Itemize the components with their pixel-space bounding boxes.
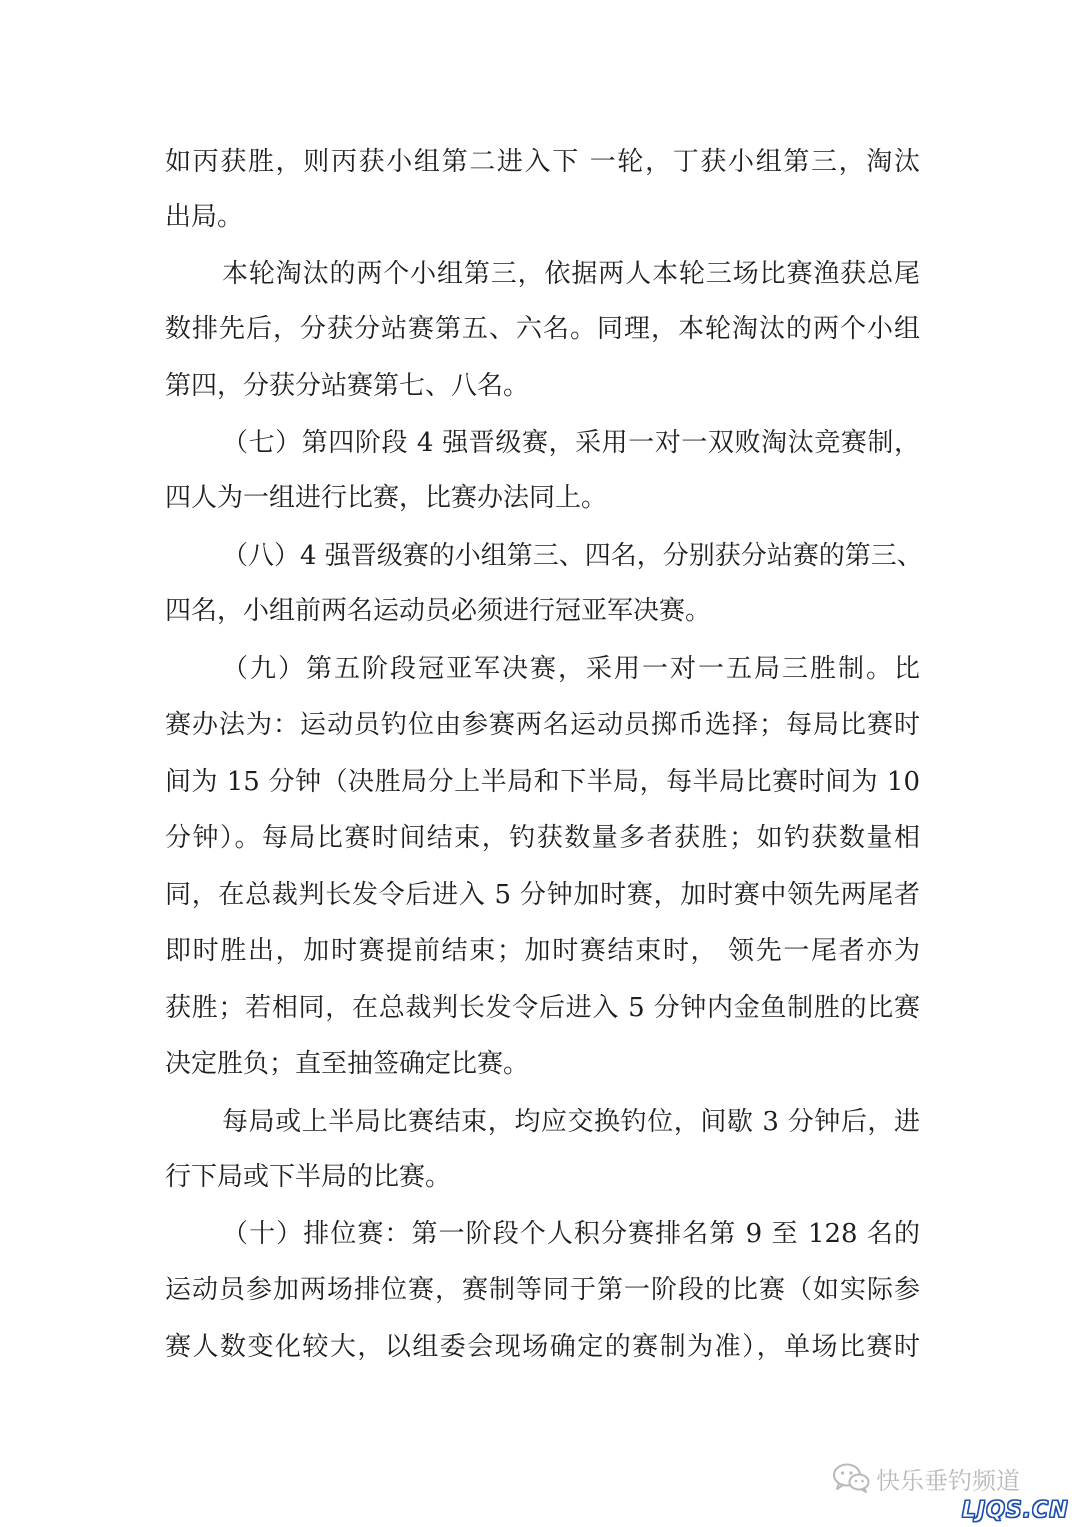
text-line: 分钟）。每局比赛时间结束，钓获数量多者获胜；如钓获数量相: [165, 823, 920, 853]
watermark: [832, 1458, 1020, 1498]
wechat-icon: [832, 1462, 870, 1494]
text-line: 获胜；若相同，在总裁判长发令后进入 5 分钟内金鱼制胜的比赛: [165, 993, 920, 1023]
text-line: 第四，分获分站赛第七、八名。: [165, 371, 530, 401]
text-line: 同，在总裁判长发令后进入 5 分钟加时赛，加时赛中领先两尾者: [165, 880, 920, 910]
text-line: 即时胜出，加时赛提前结束；加时赛结束时， 领先一尾者亦为: [165, 936, 920, 966]
text-line: 本轮淘汰的两个小组第三，依据两人本轮三场比赛渔获总尾: [222, 259, 920, 289]
text-line: 四人为一组进行比赛，比赛办法同上。: [165, 483, 608, 513]
text-line: 数排先后，分获分站赛第五、六名。同理，本轮淘汰的两个小组: [165, 314, 920, 344]
text-line: （七）第四阶段 4 强晋级赛，采用一对一双败淘汰竞赛制，: [222, 428, 920, 458]
text-line: 赛办法为：运动员钓位由参赛两名运动员掷币选择；每局比赛时: [165, 710, 920, 740]
text-line: 赛人数变化较大，以组委会现场确定的赛制为准），单场比赛时: [165, 1332, 920, 1362]
watermark-text: 快乐垂钓频道: [876, 1466, 1020, 1495]
text-line: 行下局或下半局的比赛。: [165, 1162, 452, 1192]
site-watermark: LJQS.CN: [962, 1498, 1069, 1523]
text-line: 四名，小组前两名运动员必须进行冠亚军决赛。: [165, 596, 712, 626]
text-line: 每局或上半局比赛结束，均应交换钓位，间歇 3 分钟后，进: [222, 1107, 920, 1137]
text-line: （八）4 强晋级赛的小组第三、四名，分别获分站赛的第三、: [222, 541, 923, 571]
text-line: （九）第五阶段冠亚军决赛，采用一对一五局三胜制。比: [222, 654, 920, 684]
text-line: 运动员参加两场排位赛，赛制等同于第一阶段的比赛（如实际参: [165, 1275, 920, 1305]
text-line: 间为 15 分钟（决胜局分上半局和下半局，每半局比赛时间为 10: [165, 767, 920, 797]
text-line: 如丙获胜，则丙获小组第二进入下 一轮，丁获小组第三，淘汰: [165, 147, 920, 177]
text-line: （十）排位赛：第一阶段个人积分赛排名第 9 至 128 名的: [222, 1219, 920, 1249]
text-line: 出局。: [165, 202, 244, 232]
text-line: 决定胜负；直至抽签确定比赛。: [165, 1049, 530, 1079]
